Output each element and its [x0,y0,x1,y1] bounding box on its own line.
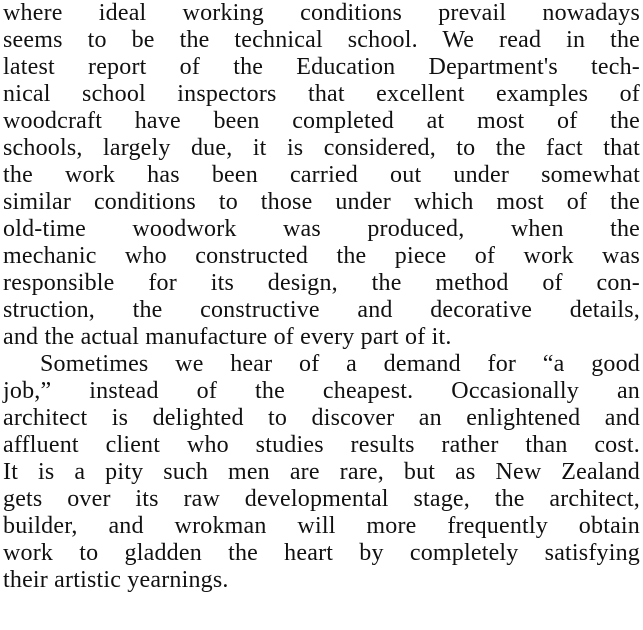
text-line: It is a pity such men are rare, but as New Zealand [3,459,640,485]
text-line: and the actual manufacture of every part of it. [3,324,452,350]
text-line: job,” instead of the cheapest. Occasionally an [3,378,640,404]
text-line: old-time woodwork was produced, when the [3,216,640,242]
text-line: mechanic who constructed the piece of work was [3,243,640,269]
text-line: affluent client who studies results rather than cost. [3,432,640,458]
text-line: architect is delighted to discover an enlightened and [3,405,640,431]
text-line: woodcraft have been completed at most of the [3,108,640,134]
text-line: responsible for its design, the method of con- [3,270,640,296]
text-line: schools, largely due, it is considered, to the fact that [3,135,640,161]
text-line: where ideal working conditions prevail nowadays [3,0,640,26]
text-line: builder, and wrokman will more frequently obtain [3,513,640,539]
text-line: seems to be the technical school. We read in the [3,27,640,53]
text-line: struction, the constructive and decorative details, [3,297,640,323]
text-line: gets over its raw developmental stage, the architect, [3,486,640,512]
text-line: similar conditions to those under which most of the [3,189,640,215]
paragraph-start-line: Sometimes we hear of a demand for “a good [40,351,640,377]
text-line: their artistic yearnings. [3,567,229,593]
text-line: work to gladden the heart by completely satisfying [3,540,640,566]
text-line: the work has been carried out under somewhat [3,162,640,188]
text-line: latest report of the Education Department's tech- [3,54,640,80]
text-line: nical school inspectors that excellent examples of [3,81,640,107]
